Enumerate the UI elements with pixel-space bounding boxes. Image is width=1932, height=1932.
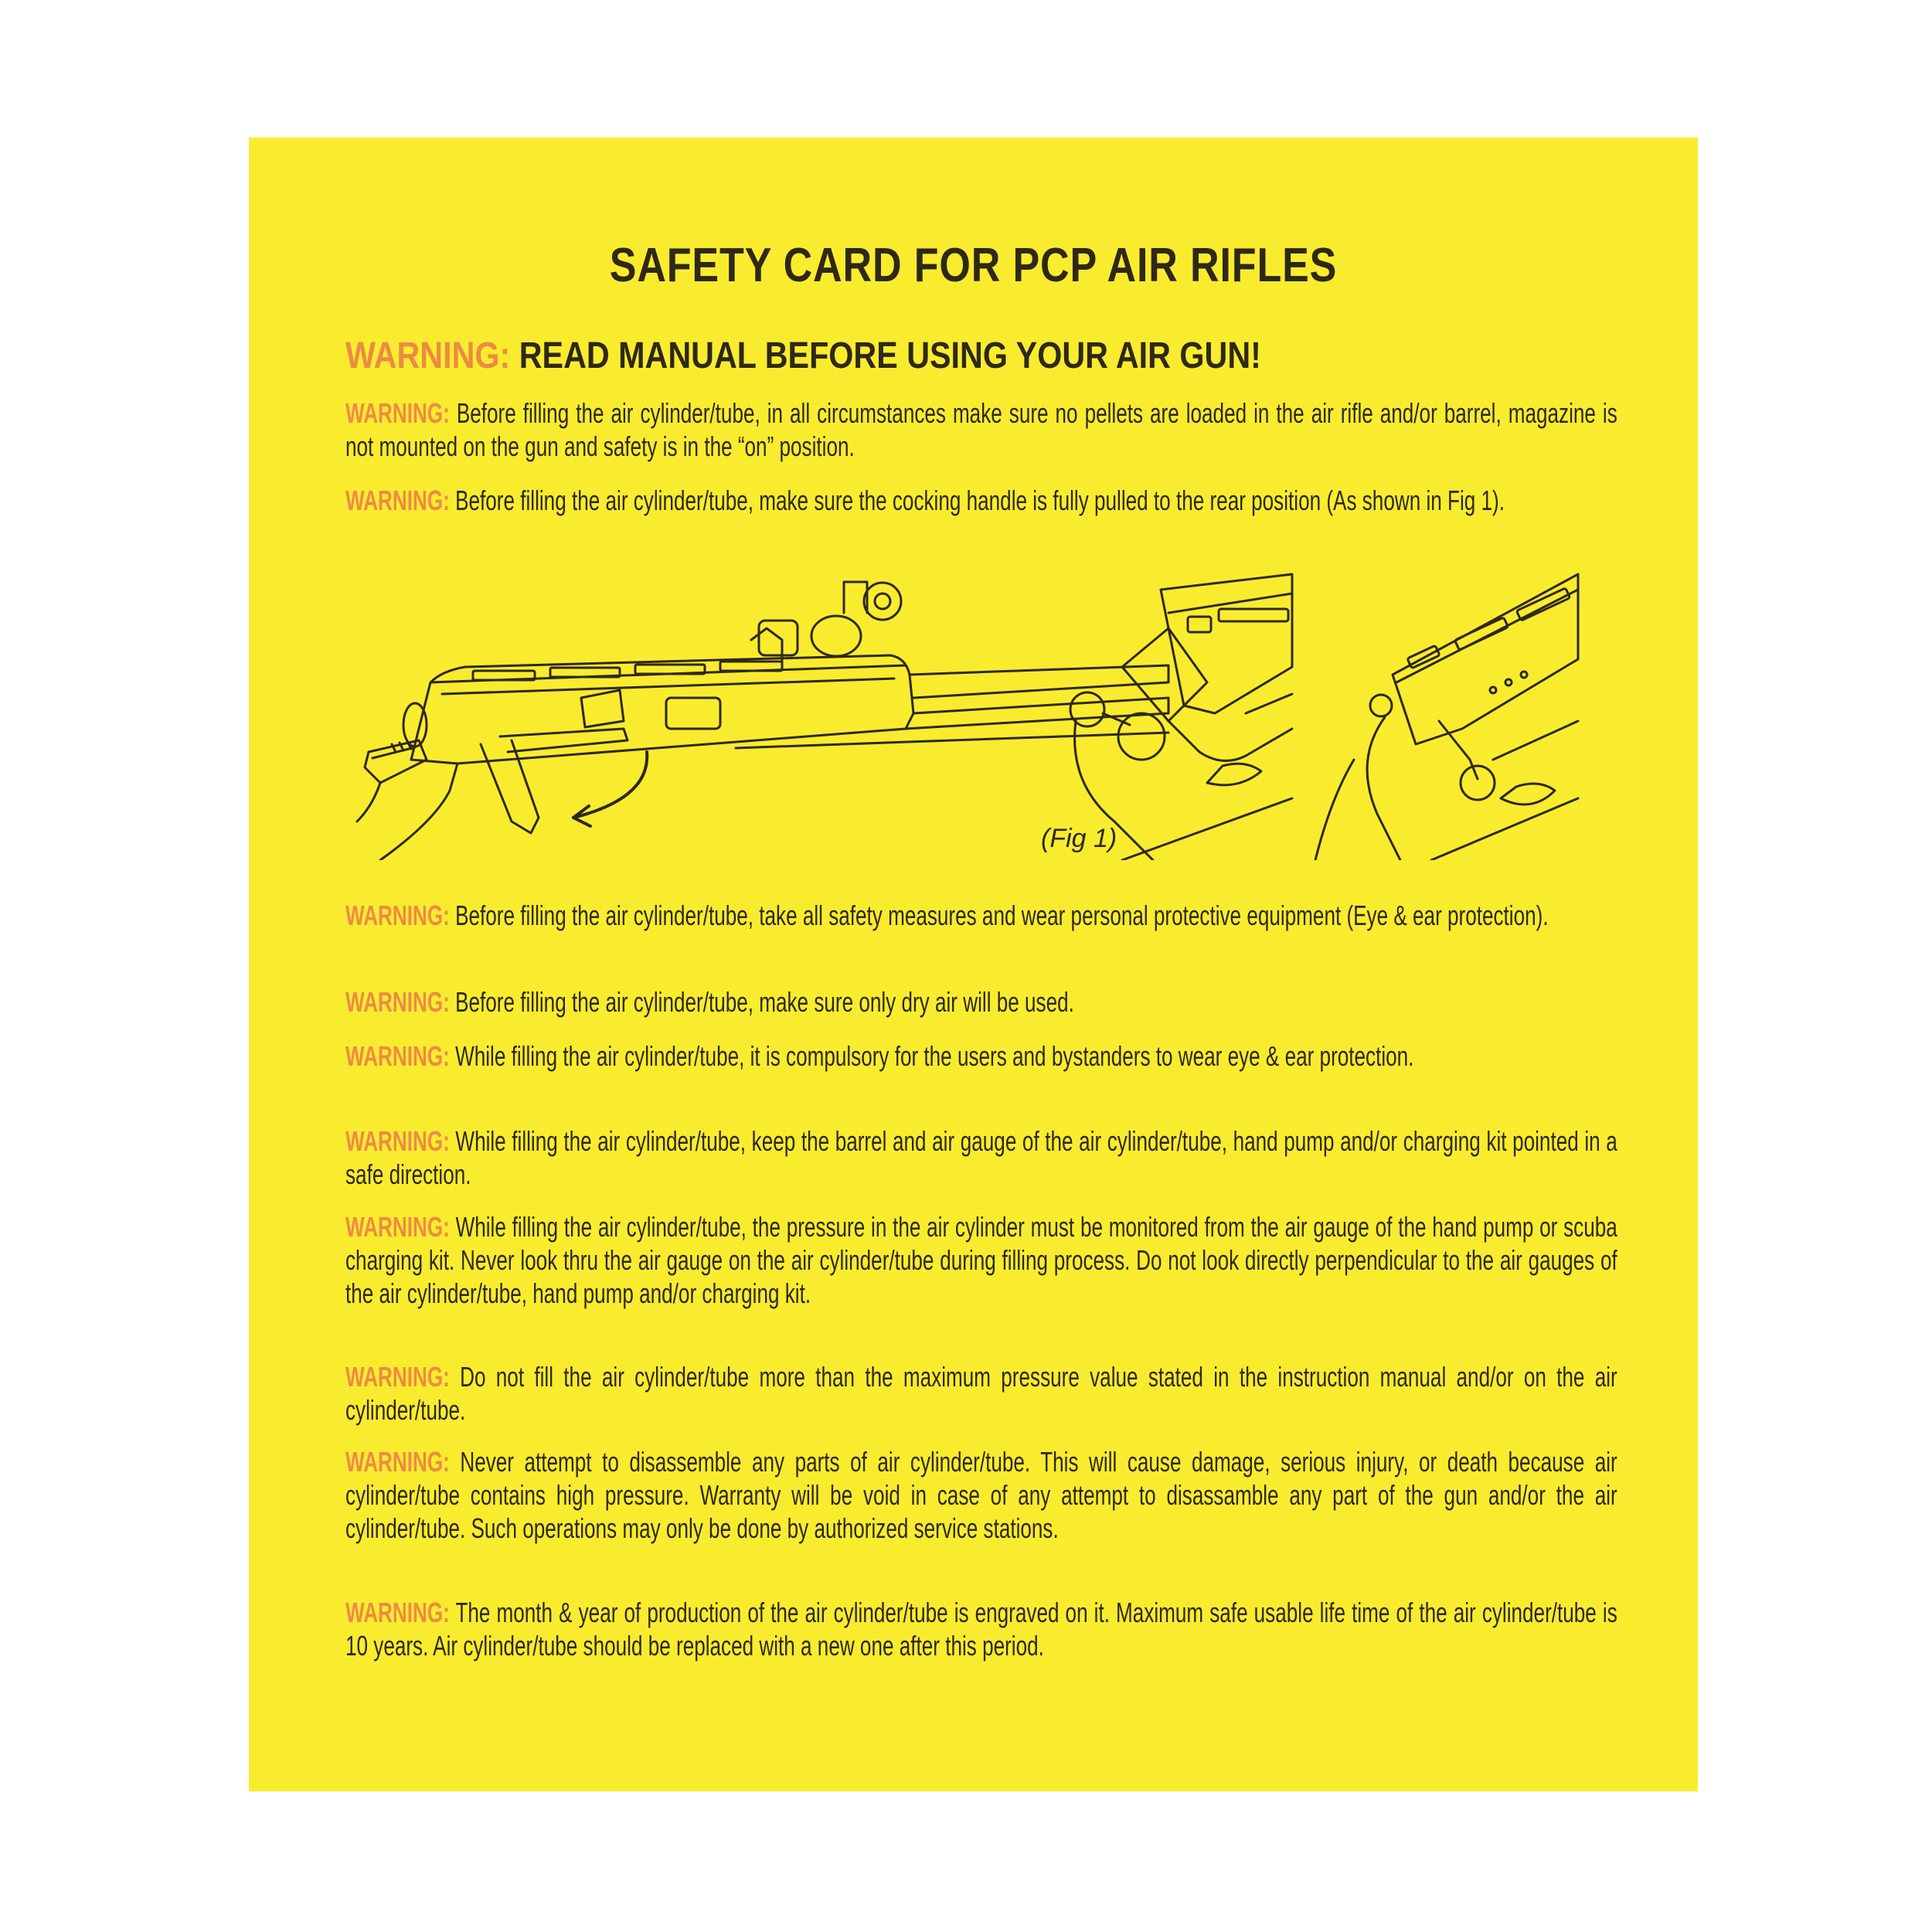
figure-caption: (Fig 1) bbox=[1041, 824, 1117, 853]
warning-paragraph-6 bbox=[345, 1124, 1617, 1191]
warning-label: WARNING: bbox=[345, 1125, 450, 1157]
warning-paragraph-3 bbox=[345, 899, 1617, 932]
warning-label: WARNING: bbox=[345, 1446, 450, 1478]
warning-text: While filling the air cylinder/tube, keep the barrel and air gauge of the air cylinder/tube, hand pump and/or charging kit pointed in a safe direction. bbox=[345, 1125, 1617, 1190]
warning-label: WARNING: bbox=[345, 485, 450, 516]
warning-label: WARNING: bbox=[345, 986, 450, 1018]
headline-warning bbox=[345, 335, 1409, 377]
warning-paragraph-1 bbox=[345, 396, 1617, 463]
rifle-receiver-drawing bbox=[357, 582, 1168, 860]
warning-paragraph-4 bbox=[345, 985, 1617, 1019]
warning-label: WARNING: bbox=[345, 1040, 450, 1072]
headline-warning-text: READ MANUAL BEFORE USING YOUR AIR GUN! bbox=[519, 335, 1261, 376]
warning-paragraph-5 bbox=[345, 1039, 1617, 1073]
warning-text: Never attempt to disassemble any parts of air cylinder/tube. This will cause damage, serious injury, or death because air cylinder/tube contains high pressure. Warranty will be void in case of any attempt to disassamble any part of the gun and/or the air cylinder/tube. Such operations may only be done by authorized service stations. bbox=[345, 1446, 1617, 1544]
rifle-illustration bbox=[349, 566, 1586, 860]
warning-text: Before filling the air cylinder/tube, make sure the cocking handle is fully pulled to the rear position (As shown in Fig 1). bbox=[449, 485, 1505, 516]
warning-paragraph-10 bbox=[345, 1596, 1617, 1662]
warning-paragraph-7 bbox=[345, 1210, 1617, 1310]
card-title: SAFETY CARD FOR PCP AIR RIFLES bbox=[609, 239, 1338, 292]
warning-paragraph-8 bbox=[345, 1360, 1617, 1427]
warning-text: Before filling the air cylinder/tube, in all circumstances make sure no pellets are loaded in the air rifle and/or barrel, magazine is not mounted on the gun and safety is in the “on” position. bbox=[345, 397, 1617, 462]
warning-text: Do not fill the air cylinder/tube more than the maximum pressure value stated in the instruction manual and/or on the air cylinder/tube. bbox=[345, 1361, 1617, 1426]
warning-text: The month & year of production of the air cylinder/tube is engraved on it. Maximum safe usable life time of the air cylinder/tube is 10 years. Air cylinder/tube should be replaced with a new one after this period. bbox=[345, 1597, 1617, 1662]
rifle-closeup-middle-drawing bbox=[1070, 574, 1292, 860]
warning-label: WARNING: bbox=[345, 1597, 450, 1628]
warning-label: WARNING: bbox=[345, 1211, 450, 1243]
warning-label: WARNING: bbox=[345, 900, 450, 931]
warning-text: Before filling the air cylinder/tube, take all safety measures and wear personal protective equipment (Eye & ear protection). bbox=[449, 900, 1549, 931]
warning-text: Before filling the air cylinder/tube, make sure only dry air will be used. bbox=[449, 986, 1074, 1018]
warning-label: WARNING: bbox=[345, 397, 450, 429]
safety-card bbox=[249, 138, 1698, 1791]
warning-label: WARNING: bbox=[345, 1361, 450, 1393]
warning-text: While filling the air cylinder/tube, the pressure in the air cylinder must be monitored from the air gauge of the hand pump or scuba charging kit. Never look thru the air gauge on the air cylinder/tube during filling process. Do not look directly perpendicular to the air gauges of the air cylinder/tube, hand pump and/or charging kit. bbox=[345, 1211, 1617, 1309]
rifle-closeup-right-drawing bbox=[1315, 574, 1578, 860]
warning-text: While filling the air cylinder/tube, it is compulsory for the users and bystanders to wear eye & ear protection. bbox=[449, 1040, 1414, 1072]
headline-warning-label: WARNING: bbox=[345, 335, 511, 376]
warning-paragraph-2 bbox=[345, 484, 1617, 517]
warning-paragraph-9 bbox=[345, 1445, 1617, 1545]
